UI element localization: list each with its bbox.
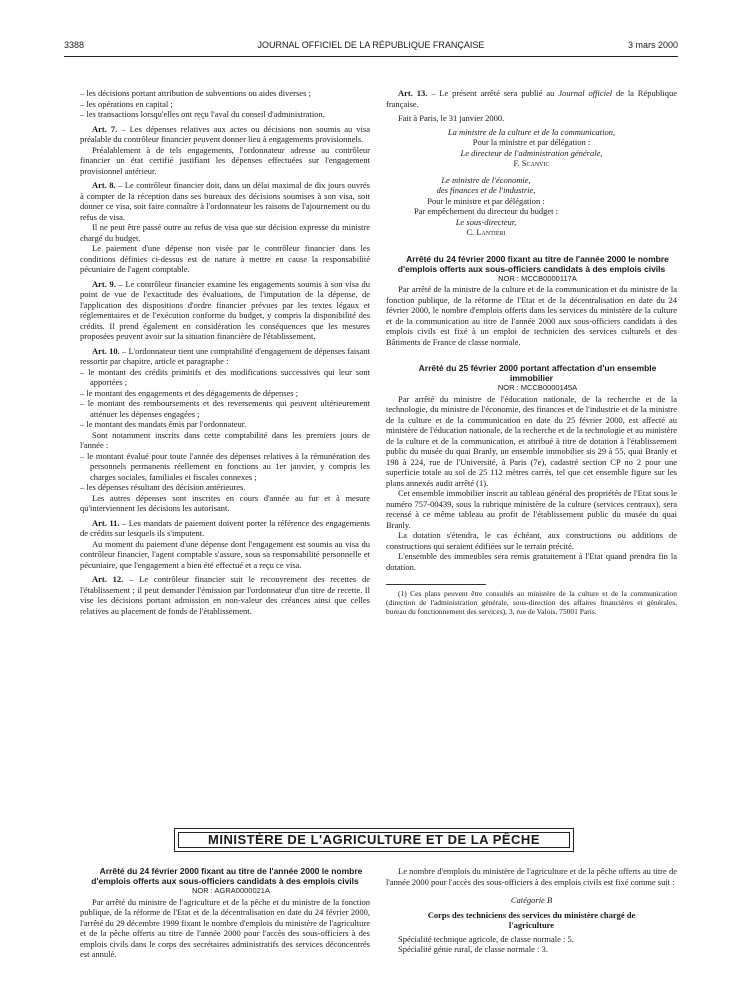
header-rule [64,56,678,57]
right-column [386,88,677,616]
list-item: – le montant des remboursements et des reversements qui peuvent ultérieurement atténuer les dépenses engagées ; [80,398,370,419]
article-8: Art. 8. – Le contrôleur financier doit, dans un délai maximal de dix jours ouvrés à compter de la réception dans ses bureaux des décisions soumises à son visa, soit donner ce visa, soit faire connaître à l'ordonnateur les raisons de l'ajournement ou du refus de visa. [80,180,370,222]
decree-title: Arrêté du 24 février 2000 fixant au titre de l'année 2000 le nombre d'emplois offerts aux sous-officiers candidats à des emplois civils [91,866,363,886]
article-10: Art. 10. – L'ordonnateur tient une comptabilité d'engagement de dépenses faisant ressortir par chapitre, article et paragraphe : [80,345,370,366]
signatory-name: F. Scanvic [513,158,550,168]
signatory-title: Le directeur de l'administration générale, [460,147,603,158]
article-12: Art. 12. – Le contrôleur financier suit le recouvrement des recettes de l'établissement ; il peut demander l'émission par l'ordonnateur d'un titre de recette. Il vise les décisions portant admission en non-valeur des créances ainsi que celles relatives au placement de fonds de l'établissement. [80,574,371,616]
signatory-title: Le sous-directeur, [455,216,517,227]
paragraph: Par arrêté du ministre de l'éducation nationale, de la recherche et de la technologie, du ministre de l'économie, des finances et de l'industrie et de la ministre de la culture et de la communication en date du 25 février 2000, est affecté au ministère de l'éducation nationale, de la recherche et de la technologie et au ministère de la culture et de la communication, et attribué à titre de dotation à l'établissement public du musée du quai Branly, un ensemble immobilier sis 29 à 55, quai Branly et 198 à 224, rue de l'Université, à Paris (7e), cadastré section CP no 2 pour une superficie totale au sol de 25 112 mètres carrés, tel que cet ensemble figure sur les plans annexés audit arrêté (1). [386,393,677,488]
left-column [80,88,370,616]
article-9: Art. 9. – Le contrôleur financier examine les engagements soumis à son visa du point de vue de l'exactitude des évaluations, de l'imputation de la dépense, de l'application des dispositions d'ordre financier prévues par les textes légaux et réglementaires et de l'exécution conforme du budget, y compris la disponibilité des crédits. Il prend également en considération les conséquences que les mesures proposées peuvent avoir sur la situation financière de l'établissement. [80,278,370,341]
list-item: – les décisions portant attribution de subventions ou aides diverses ; [80,88,311,98]
nor-reference: NOR : MCCB0000117A [498,273,577,283]
list-item: – les transactions lorsqu'elles ont reçu l'aval du conseil d'administration. [80,109,325,119]
bottom-left-column [80,866,370,960]
paragraph: Il ne peut être passé outre au refus de visa que sur décision expresse du ministre chargé du budget. [80,222,370,243]
article-13: Art. 13. – Le présent arrêté sera publié au Journal officiel de la République française. [386,88,677,109]
list-item: Spécialité technique agricole, de classe normale : 5. [398,933,574,944]
paragraph: La dotation s'étendra, le cas échéant, aux constructions ou additions de constructions qui seraient édifiées sur le terrain précité. [386,530,677,551]
signatory-delegation: Par empêchement du directeur du budget : [414,206,558,216]
list-item: – le montant des crédits primitifs et des modifications successives qui leur sont apportées ; [80,366,370,387]
signatory-delegation: Pour la ministre et par délégation : [472,137,591,147]
page-number: 3388 [64,40,85,50]
list-item: – les dépenses résultant des décision antérieures. [80,482,246,492]
journal-title: JOURNAL OFFICIEL DE LA RÉPUBLIQUE FRANÇAISE [257,40,485,50]
signatory-name: C. Lantiéri [466,227,506,237]
paragraph: L'ensemble des immeubles sera remis gratuitement à l'Etat quand prendra fin la dotation. [386,551,677,572]
issue-date: 3 mars 2000 [627,40,678,50]
category-heading: Catégorie B [510,895,553,905]
list-item: – le montant des mandats émis par l'ordonnateur. [80,419,247,429]
paragraph: Par arrêté du ministre de l'agriculture et de la pêche et du ministre de la fonction publique, de la réforme de l'Etat et de la décentralisation en date du 24 février 2000, l'arrêté du 29 décembre 1999 fixant le nombre d'emplois du ministère de l'agriculture et de la pêche offerts au titre de l'année 2000 pour l'accès des sous-officiers à des emplois civils dans le corps des secrétaires administratifs des services déconcentrés est annulé. [80,896,370,959]
list-item: Spécialité génie rural, de classe normale : 3. [398,944,548,954]
article-7: Art. 7. – Les dépenses relatives aux actes ou décisions non soumis au visa préalable du contrôleur financier peuvent donner lieu à engagements provisionnels. [80,123,370,144]
footnote-rule [386,584,486,585]
ministry-banner: MINISTÈRE DE L'AGRICULTURE ET DE LA PÊCHE [174,828,574,852]
corps-title: Corps des techniciens des services du ministère chargé de l'agriculture [427,909,636,930]
signatory-role: Le ministre de l'économie, [441,174,531,185]
nor-reference: NOR : MCCB0000145A [497,383,578,392]
signature-date: Fait à Paris, le 31 janvier 2000. [398,113,505,123]
article-11: Art. 11. – Les mandats de paiement doivent porter la référence des engagements de crédits sur lesquels ils s'imputent. [80,517,370,538]
signatory-role: La ministre de la culture et de la communication, [447,126,616,137]
list-item: – les opérations en capital ; [80,98,173,109]
page-header [64,40,678,54]
decree-title: Arrêté du 24 février 2000 fixant au titre de l'année 2000 le nombre d'emplois offerts aux sous-officiers candidats à des emplois civils [397,253,669,274]
list-item: – le montant des engagements et des dégagements de dépenses ; [80,387,299,398]
paragraph: Les autres dépenses sont inscrites en cours d'année au fur et à mesure qu'interviennent les décisions les autorisant. [80,492,370,513]
list-item: – le montant évalué pour toute l'année des dépenses relatives à la rémunération des personnels permanents réellement en fonctions au 1er janvier, y compris les charges sociales, familiales et fiscales connexes ; [80,450,370,482]
paragraph: Le nombre d'emplois du ministère de l'agriculture et de la pêche offerts au titre de l'année 2000 pour l'accès des sous-officiers à des emplois civils est fixé comme suit : [386,866,677,887]
paragraph: Préalablement à de tels engagements, l'ordonnateur adresse au contrôleur financier un état certifié justifiant les dépenses effectuées sur l'engagement provisionnel antérieur. [80,144,370,176]
signatory-role: des finances et de l'industrie, [436,185,536,195]
paragraph: Par arrêté de la ministre de la culture et de la communication et du ministre de la fonction publique, de la réforme de l'Etat et de la décentralisation en date du 24 février 2000, le nombre d'emplois offerts dans les services du ministère de la culture et de la communication au titre de l'année 2000 aux sous-officiers candidats à des emplois civils est fixé à un emploi de technicien des services culturels et des Bâtiments de France de classe normale. [386,284,677,347]
bottom-right-column [386,866,677,955]
paragraph: Le paiement d'une dépense non visée par le contrôleur financier dans les conditions définies ci-dessus est de nature à mettre en cause la responsabilité pécuniaire de l'agent comptable. [80,243,370,274]
nor-reference: NOR : AGRA0000021A [192,886,270,895]
second-signature [386,175,586,238]
paragraph: Au moment du paiement d'une dépense dont l'engagement est soumis au visa du contrôleur financier, l'agent comptable s'assure, sous sa responsabilité personnelle et pécuniaire, que l'engagement a bien été effectué et a reçu ce visa. [80,538,370,570]
paragraph: Sont notamment inscrits dans cette comptabilité dans les premiers jours de l'année : [80,429,370,450]
footnote: (1) Ces plans peuvent être consultés au ministère de la culture et de la communication (direction de l'administration générale, sous-direction des affaires financières et générales, bureau du fonctionnement des services), 3, rue de Valois, 75001 Paris. [386,589,677,616]
signatory-delegation: Pour le ministre et par délégation : [427,195,545,206]
decree-title: Arrêté du 25 février 2000 portant affectation d'un ensemble immobilier [418,363,657,383]
paragraph: Cet ensemble immobilier inscrit au tableau général des propriétés de l'Etat sous le numéro 757-00439, sous la rubrique ministère de la culture (services centraux), sera recensé à ce même tableau au profit de l'établissement public du musée du quai Branly. [386,488,677,530]
